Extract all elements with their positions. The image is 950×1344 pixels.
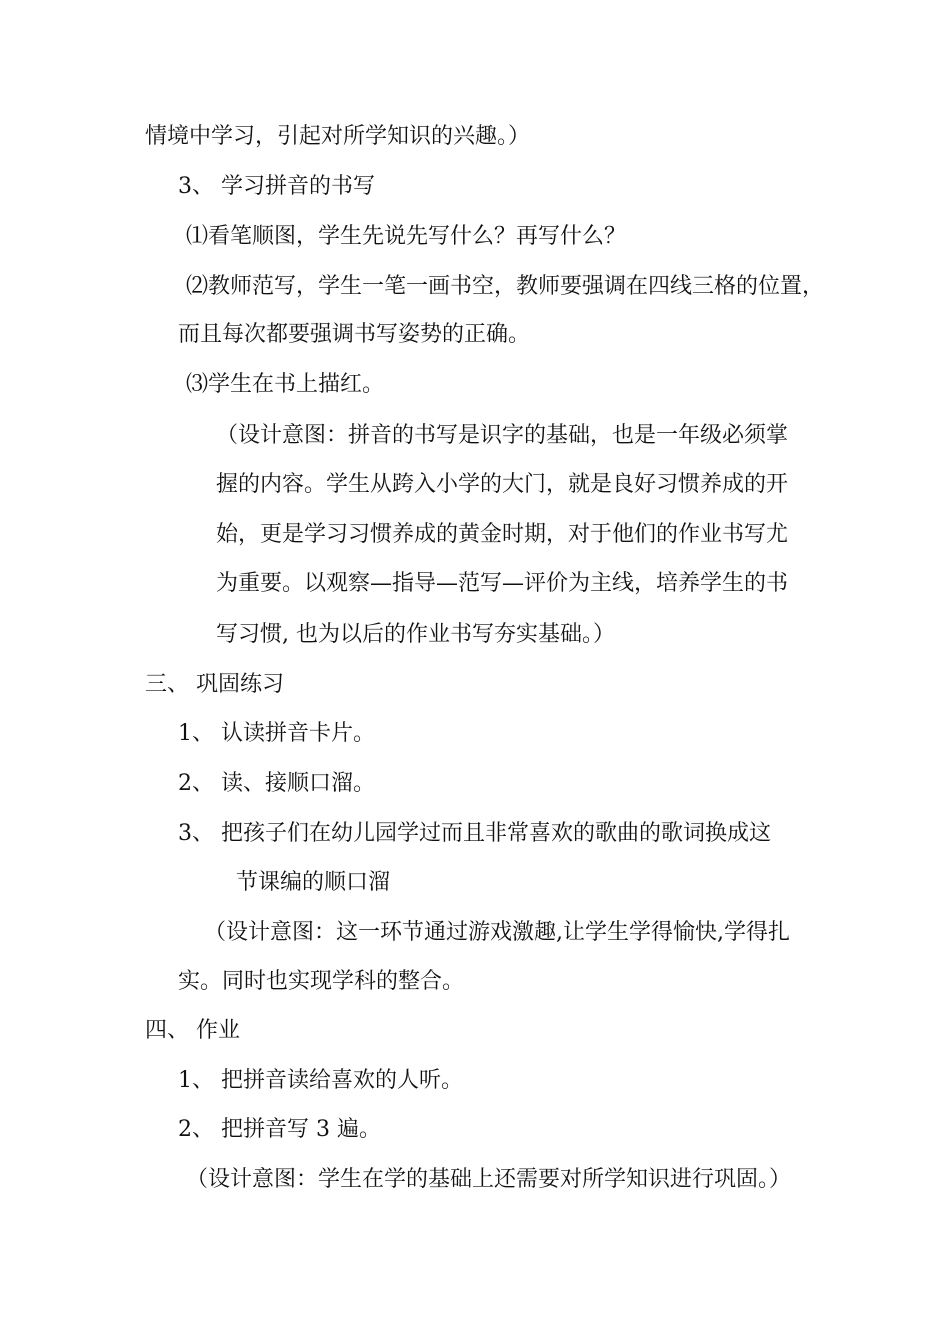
paragraph-line: ⑶学生在书上描红。 (186, 372, 385, 397)
paragraph-line: 节课编的顺口溜 (236, 870, 391, 895)
paragraph-line: ⑴看笔顺图，学生先说先写什么？再写什么？ (186, 224, 627, 249)
list-item: 2、 读、接顺口溜。 (178, 771, 375, 796)
paragraph-line: ⑵教师范写，学生一笔一画书空，教师要强调在四线三格的位置， (186, 274, 825, 299)
section-heading: 3、 学习拼音的书写 (178, 174, 375, 199)
list-item: 1、 认读拼音卡片。 (178, 721, 375, 746)
list-item: 3、 把孩子们在幼儿园学过而且非常喜欢的歌曲的歌词换成这 (178, 821, 771, 846)
section-heading: 四、 作业 (145, 1018, 240, 1043)
design-note-line: （设计意图：拼音的书写是识字的基础，也是一年级必须掌 (216, 423, 789, 448)
design-note-line: 为重要。以观察—指导—范写—评价为主线，培养学生的书 (216, 571, 789, 596)
design-note-line: （设计意图：这一环节通过游戏激趣,让学生学得愉快,学得扎 (204, 920, 790, 945)
list-item: 1、 把拼音读给喜欢的人听。 (178, 1068, 463, 1093)
paragraph-line: 而且每次都要强调书写姿势的正确。 (178, 322, 531, 347)
design-note-line: 始，更是学习习惯养成的黄金时期，对于他们的作业书写尤 (216, 522, 789, 547)
design-note-line: 握的内容。学生从跨入小学的大门，就是良好习惯养成的开 (216, 472, 789, 497)
list-item: 2、 把拼音写 3 遍。 (178, 1117, 381, 1142)
design-note-line: 实。同时也实现学科的整合。 (178, 969, 465, 994)
section-heading: 三、 巩固练习 (145, 672, 284, 697)
design-note-line: 写习惯, 也为以后的作业书写夯实基础。） (216, 622, 615, 647)
design-note-line: （设计意图：学生在学的基础上还需要对所学知识进行巩固。） (186, 1167, 792, 1192)
paragraph-line: 情境中学习，引起对所学知识的兴趣。） (145, 124, 531, 149)
